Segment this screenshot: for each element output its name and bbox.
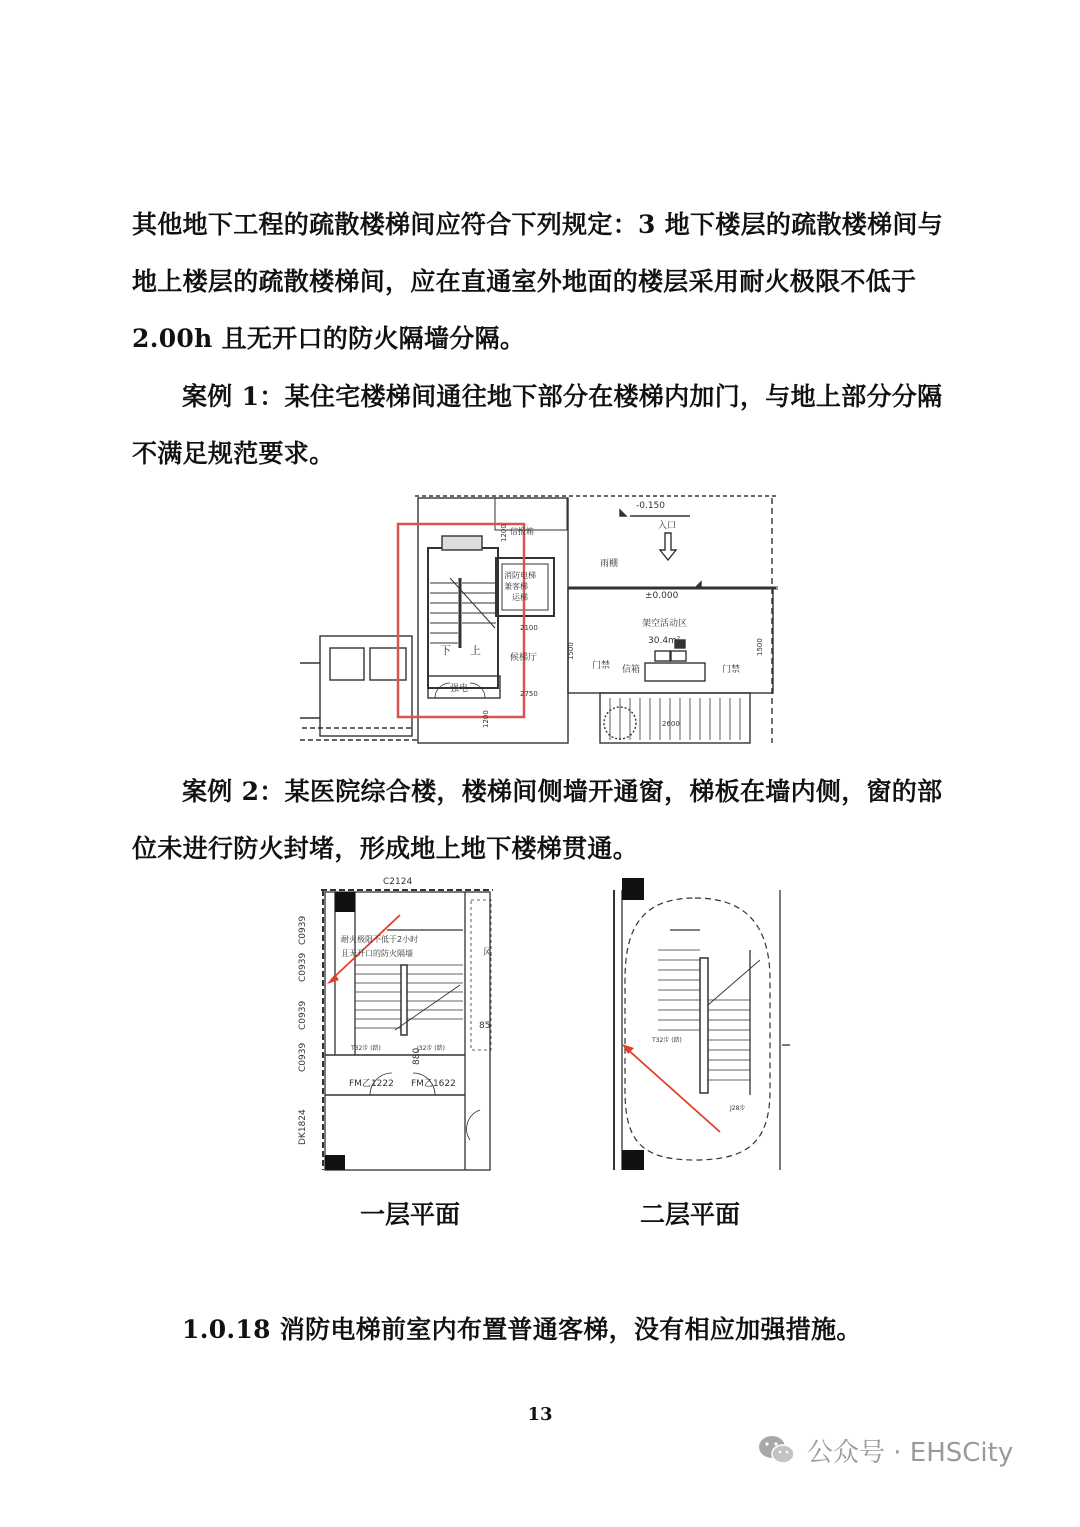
label-step-a: T32步 (踏) xyxy=(351,1045,381,1052)
label-step-b-2f: J28步 xyxy=(730,1105,746,1112)
label-fire-elevator-3: 运梯 xyxy=(512,593,528,602)
label-down: 下 xyxy=(440,644,451,657)
case1-line-2: 不满足规范要求。 xyxy=(132,439,335,468)
paragraph-line-3: 2.00h 且无开口的防火隔墙分隔。 xyxy=(132,324,526,353)
label-dim-2100: 2100 xyxy=(520,624,538,632)
case2-line-2: 位未进行防火封堵，形成地上地下楼梯贯通。 xyxy=(132,834,639,863)
paragraph-line-2: 地上楼层的疏散楼梯间，应在直通室外地面的楼层采用耐火极限不低于 xyxy=(132,267,917,296)
label-step-a-2f: T32步 (踏) xyxy=(652,1037,682,1044)
label-dim-1500a: 1500 xyxy=(567,642,575,660)
first-floor-arrow xyxy=(331,915,400,980)
wechat-icon xyxy=(757,1433,797,1467)
label-step-b: J32步 (踏) xyxy=(417,1045,445,1052)
paragraph-line-1: 其他地下工程的疏散楼梯间应符合下列规定：3 地下楼层的疏散楼梯间与 xyxy=(132,210,944,239)
clause-1-0-18: 1.0.18 消防电梯前室内布置普通客梯，没有相应加强措施。 xyxy=(182,1315,862,1344)
label-side-b: 85 xyxy=(479,1021,491,1031)
label-window-2: C0939 xyxy=(298,952,308,982)
label-door-fm2: FM乙1622 xyxy=(411,1079,456,1089)
label-dim-1500b: 1500 xyxy=(756,638,764,656)
label-dim-2750: 2750 xyxy=(520,690,538,698)
label-door-b: 信箱 xyxy=(622,665,641,675)
label-door-c: 门禁 xyxy=(722,665,741,675)
label-activity-area: 架空活动区 xyxy=(642,619,688,629)
label-fire-elevator-2: 兼客梯 xyxy=(504,582,528,591)
label-entrance: 入口 xyxy=(658,521,677,531)
case2-line-1: 案例 2：某医院综合楼，楼梯间侧墙开通窗，梯板在墙内侧，窗的部 xyxy=(182,777,943,806)
label-side-a: 风 xyxy=(483,948,493,958)
case1-line-1: 案例 1：某住宅楼梯间通往地下部分在楼梯内加门，与地上部分分隔 xyxy=(182,382,943,411)
label-strong-elec: 强电 xyxy=(450,684,469,694)
figure-residential-stair-plan xyxy=(300,488,778,746)
label-top-window: C2124 xyxy=(383,877,413,887)
second-floor-drawing xyxy=(600,870,790,1180)
label-door-dk: DK1824 xyxy=(298,1109,308,1145)
label-window-4: C0939 xyxy=(298,1042,308,1072)
label-zero-level: ±0.000 xyxy=(645,591,679,601)
label-mailbox: 信报箱 xyxy=(510,527,534,536)
label-note-line1: 耐火极限不低于2小时 xyxy=(341,935,419,944)
figure-hospital-first-floor xyxy=(295,870,495,1180)
label-up: 上 xyxy=(470,644,481,657)
floor-plan-drawing xyxy=(300,488,778,746)
label-elevator-hall: 候梯厅 xyxy=(510,653,538,663)
label-rain-cover: 雨棚 xyxy=(600,559,619,569)
label-fire-elevator-1: 消防电梯 xyxy=(504,571,536,580)
label-dim-880: 880 xyxy=(412,1047,422,1065)
label-window-1: C0939 xyxy=(298,915,308,945)
caption-second-floor: 二层平面 xyxy=(640,1200,741,1229)
label-elev: -0.150 xyxy=(636,501,666,511)
label-area: 30.4m² xyxy=(648,636,681,646)
label-door-a: 门禁 xyxy=(592,661,611,671)
figure-hospital-second-floor xyxy=(600,870,790,1180)
label-door-fm1: FM乙1222 xyxy=(349,1079,394,1089)
label-dim-1200a: 1200 xyxy=(500,524,508,542)
label-dim-1200b: 1200 xyxy=(482,710,490,728)
first-floor-drawing xyxy=(295,870,495,1180)
second-floor-arrow xyxy=(626,1048,720,1132)
caption-first-floor: 一层平面 xyxy=(360,1200,461,1229)
label-window-3: C0939 xyxy=(298,1000,308,1030)
watermark xyxy=(757,1430,1013,1470)
watermark-text: 公众号 · EHSCity xyxy=(807,1437,1014,1468)
label-dim-2600: 2600 xyxy=(662,720,680,728)
label-note-line2: 且无开口的防火隔墙 xyxy=(341,949,413,958)
page-number: 13 xyxy=(527,1404,553,1425)
